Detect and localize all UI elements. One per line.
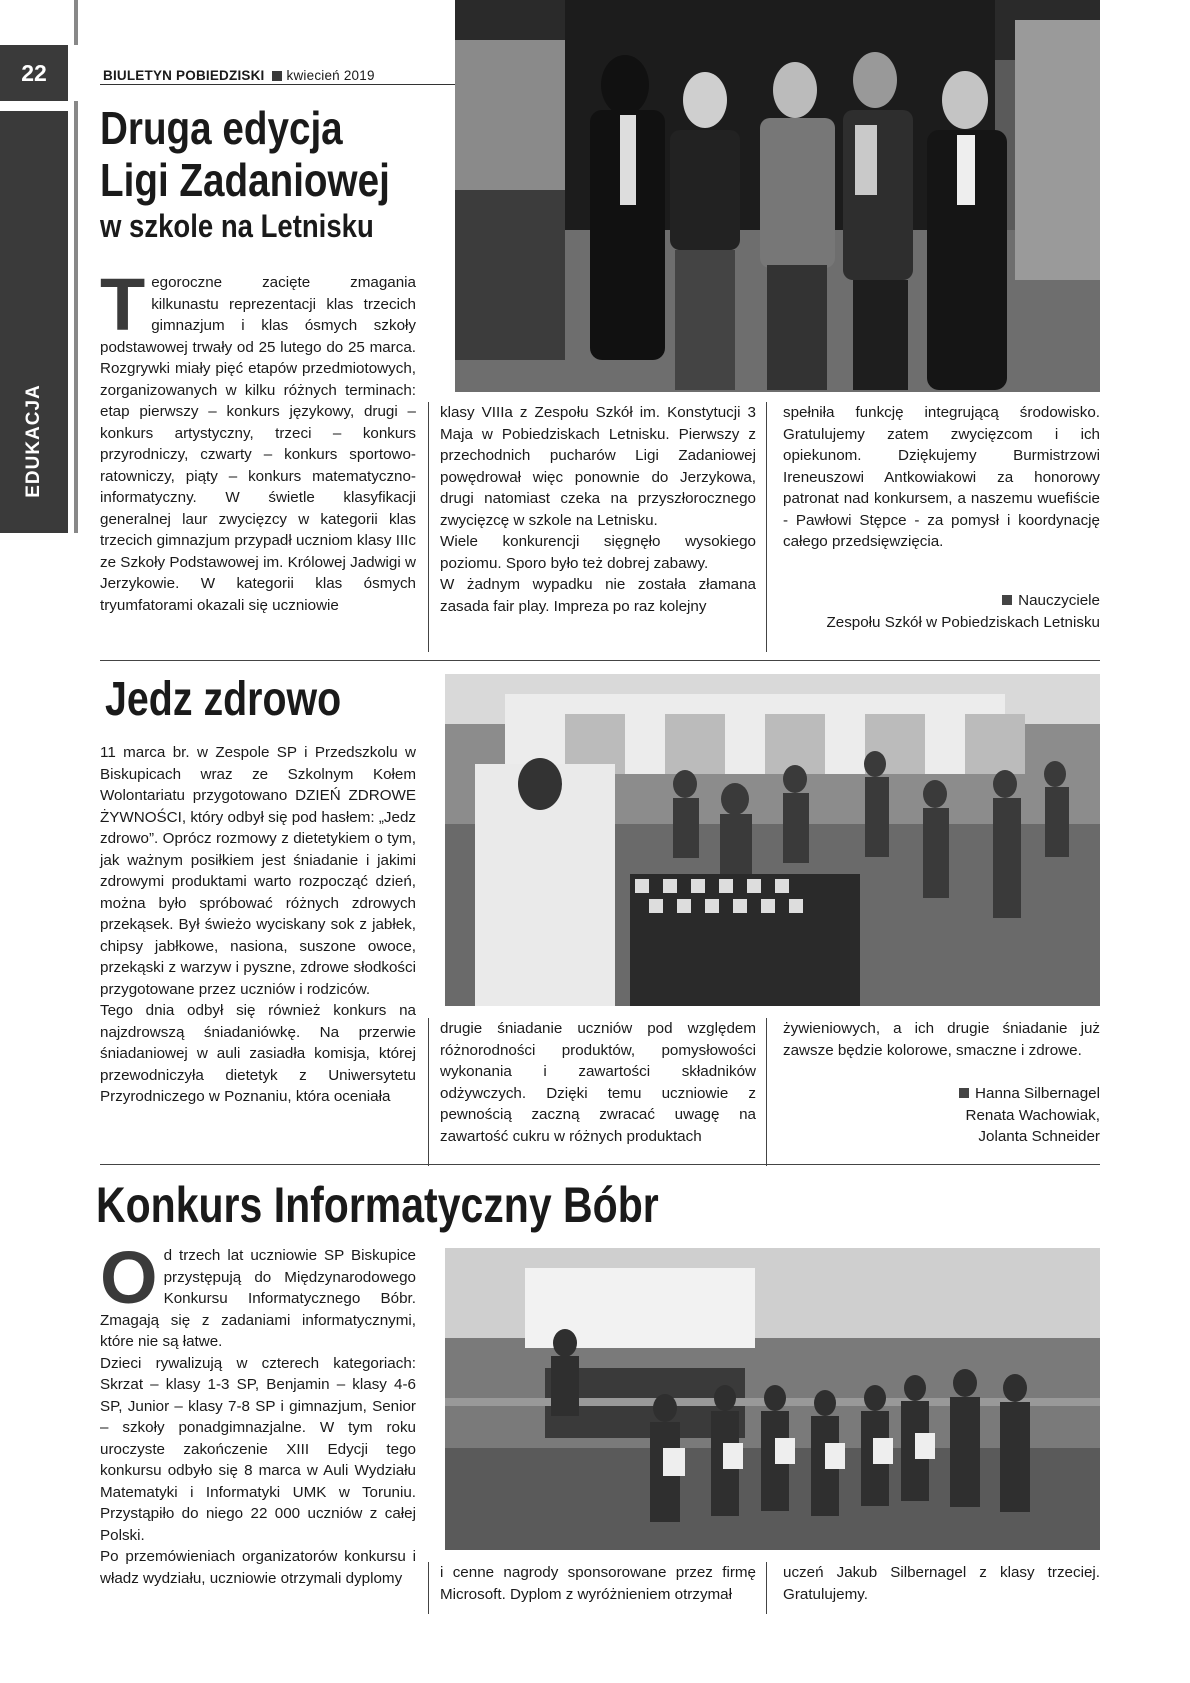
article2-sig-line3: Jolanta Schneider (978, 1128, 1100, 1145)
article1-col3-text: spełniła funkcję integrującą środowisko. Gratulujemy zatem zwycięzcom i ich opiekunom. Dziękujemy Burmistrzowi Ireneuszowi Antkowiakowi za honorowy patronat nad konkursem, a naszemu wuefiście - Pawłowi Stępce - za pomysł i koordynację całego przedsięwzięcia. (783, 404, 1100, 550)
article2-col2-text: drugie śniadanie uczniów pod względem różnorodności produktów, pomysłowości wykonania i zawartości składników odżywczych. Dzięki temu uczniowie z pewnością zaczną zwracać uwagę na zawartość cukru w różnych produktach (440, 1020, 756, 1145)
award-photo-image (455, 0, 1100, 392)
award-ceremony-image (445, 1248, 1100, 1550)
article1-title-line1: Druga edycja (100, 102, 343, 154)
column-divider (428, 1562, 429, 1614)
article1-subtitle: w szkole na Letnisku (100, 208, 374, 244)
section-tab (0, 111, 68, 533)
article2-sig-line2: Renata Wachowiak, (965, 1106, 1100, 1124)
article3-column1 (100, 1236, 416, 1589)
article1-column1 (100, 263, 416, 616)
article3-col2-text: i cenne nagrody sponsorowane przez firmę Microsoft. Dyplom z wyróżnieniem otrzymał (440, 1564, 756, 1603)
column-divider (766, 1018, 767, 1166)
square-bullet-icon (959, 1088, 969, 1098)
column-divider (766, 402, 767, 652)
column-divider (428, 402, 429, 652)
article-separator (100, 1164, 1100, 1165)
section-label: EDUKACJA (23, 384, 44, 498)
article1-title-line2: Ligi Zadaniowej (100, 154, 390, 206)
article1-signature (783, 590, 1100, 633)
square-bullet-icon (272, 71, 282, 81)
article3-column2 (440, 1562, 756, 1605)
article1-sig-line2: Zespołu Szkół w Pobiedziskach Letnisku (826, 613, 1100, 631)
article2-col3-text: żywieniowych, a ich drugie śniadanie już zawsze będzie kolorowe, smaczne i zdrowe. (783, 1020, 1100, 1059)
article3-dropcap: O (100, 1236, 158, 1319)
article3-col1-p2: Dzieci rywalizują w czterech kategoriach: Skrzat – klasy 1-3 SP, Benjamin – klasy 4-6 SP, Junior – klasy 7-8 SP i gimnazjum, Senior – szkoły ponadgimnazjalne. W tym roku uroczyste zakończenie XIII Edycji tego konkursu odbyło się 8 marca w Auli Wydziału Matematyki i Informatyki UMK w Toruniu. Przystąpiło do niego 22 000 uczniów z całej Polski. (100, 1354, 416, 1544)
square-bullet-icon (1002, 595, 1012, 605)
article2-col1-p2: Tego dnia odbył się również konkurs na najzdrowszą śniadaniówkę. Na przerwie śniadaniowej w auli zasiadła komisja, której przewodniczyła dietetyk z Uniwersytetu Przyrodniczego w Poznaniu, która oceniała (100, 1002, 416, 1105)
article3-col1-p1: d trzech lat uczniowie SP Biskupice przystępują do Międzynarodowego Konkursu Informatycznego Bóbr. Zmagają się z zadaniami informatycznymi, które nie są łatwe. (100, 1247, 416, 1350)
article2-sig-line1: Hanna Silbernagel (975, 1085, 1100, 1102)
article3-col3-text: uczeń Jakub Silbernagel z klasy trzeciej. Gratulujemy. (783, 1564, 1100, 1603)
article2-signature (783, 1083, 1100, 1148)
margin-rule-top (74, 0, 78, 45)
article1-col2-p3: W żadnym wypadku nie została złamana zasada fair play. Impreza po raz kolejny (440, 576, 756, 615)
article3-photo (445, 1248, 1100, 1550)
article1-dropcap: T (100, 263, 146, 346)
article1-photo (455, 0, 1100, 392)
article3-col1-p3: Po przemówieniach organizatorów konkursu i władz wydziału, uczniowie otrzymali dyplomy (100, 1548, 416, 1587)
header-rule (100, 84, 455, 85)
publication-name: BIULETYN POBIEDZISKI (103, 68, 265, 83)
article1-sig-line1: Nauczyciele (1018, 592, 1100, 609)
page-number: 22 (0, 45, 68, 101)
article2-column2 (440, 1018, 756, 1147)
column-divider (428, 1018, 429, 1166)
article1-title (100, 102, 436, 206)
article-separator (100, 660, 1100, 661)
article1-col2-p1: klasy VIIIa z Zespołu Szkół im. Konstytucji 3 Maja w Pobiedziskach Letnisku. Pierwszy z przechodnich pucharów Ligi Zadaniowej powędrował więc ponownie do Jerzykowa, drugi natomiast czeka na przyszłorocznego zwycięzcę w szkole na Letnisku. (440, 404, 756, 529)
margin-rule (74, 101, 78, 533)
article1-col2-p2: Wiele konkurencji sięgnęło wysokiego poziomu. Sporo było też dobrej zabawy. (440, 533, 756, 572)
article1-column2 (440, 402, 756, 617)
article3-title: Konkurs Informatyczny Bóbr (96, 1177, 659, 1233)
article2-col1-p1: 11 marca br. w Zespole SP i Przedszkolu w Biskupicach wraz ze Szkolnym Kołem Wolontariatu przygotowano DZIEŃ ZDROWE ŻYWNOŚCI, który odbył się pod hasłem: „Jedz zdrowo”. Oprócz rozmowy z dietetykiem o tym, jak ważnym posiłkiem jest śniadanie i jakimi zdrowymi produktami warto rozpocząć dzień, można było spróbować różnych zdrowych przekąsek. Był świeżo wyciskany sok z jabłek, chipsy jabłkowe, nasiona, suszone owoce, przekąski z warzyw i pyszne, zdrowe słodkości przygotowane przez uczniów i rodziców. (100, 744, 416, 998)
issue-date: kwiecień 2019 (286, 68, 375, 83)
article2-column3 (783, 1018, 1100, 1061)
article2-title: Jedz zdrowo (105, 673, 342, 726)
running-header (103, 68, 375, 83)
article2-column1 (100, 742, 416, 1108)
article3-column3 (783, 1562, 1100, 1605)
article1-col1-text: egoroczne zacięte zmagania kilkunastu reprezentacji klas trzecich gimnazjum i klas ósmych szkoły podstawowej trwały od 25 lutego do 25 marca. Rozgrywki miały pięć etapów przedmiotowych, zorganizowanych w kilku różnych terminach: etap pierwszy – konkurs językowy, drugi – konkurs artystyczny, trzeci – konkurs przyrodniczy, czwarty – konkurs sportowo-ratowniczy, piąty – konkurs matematyczno-informatyczny. W świetle klasyfikacji generalnej laur zwycięzcy w kategorii klas trzecich gimnazjum przypadł uczniom klasy IIIc ze Szkoły Podstawowej im. Królowej Jadwigi w Jerzykowie. W kategorii klas ósmych tryumfatorami okazali się uczniowie (100, 274, 416, 614)
healthy-food-event-image (445, 674, 1100, 1006)
article1-column3 (783, 402, 1100, 553)
column-divider (766, 1562, 767, 1614)
article2-photo (445, 674, 1100, 1006)
